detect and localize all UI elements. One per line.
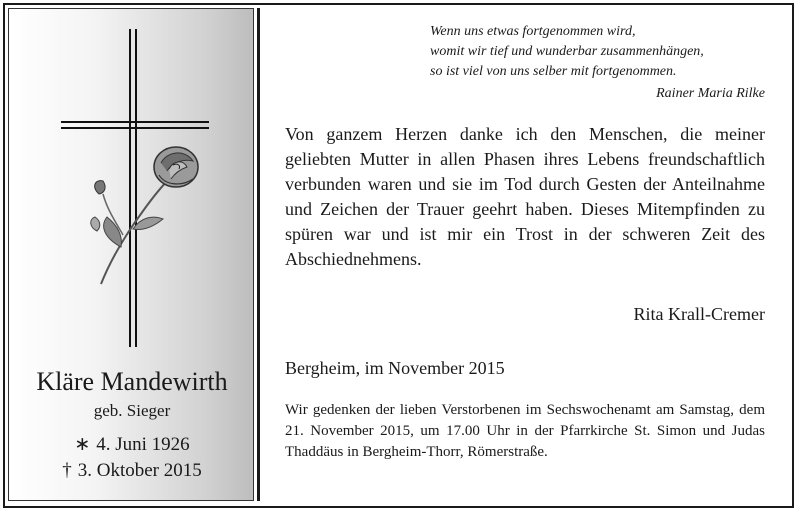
quote-author: Rainer Maria Rilke — [656, 86, 765, 101]
place-date: Bergheim, im November 2015 — [285, 358, 505, 378]
birth-date — [9, 433, 254, 456]
rose-icon — [81, 139, 211, 289]
cross-horizontal-bar — [61, 127, 209, 129]
death-date-text: 3. Oktober 2015 — [77, 460, 202, 481]
thanks-text: Von ganzem Herzen danke ich den Menschen, die meiner geliebten Mutter in allen Phasen ihres Lebens freundschaftlich verbunden waren und sie im Tod durch Gesten der Anteilnahme und Zeichen der Trauer geehrt haben. Dieses Mitempfinden zu spüren war und ist mir ein Trost in der schweren Zeit des Abschiednehmens. — [285, 124, 765, 269]
quote-line: so ist viel von uns selber mit fortgenommen. — [430, 64, 677, 79]
death-date — [9, 460, 254, 482]
deceased-name: Kläre Mandewirth — [36, 367, 228, 396]
death-cross-icon: † — [62, 460, 72, 481]
column-divider — [257, 8, 260, 501]
quote-line: womit wir tief und wunderbar zusammenhängen, — [430, 44, 704, 59]
rilke-quote — [430, 22, 765, 82]
cross-horizontal-bar — [61, 121, 209, 123]
memorial-panel — [8, 8, 254, 501]
quote-line: Wenn uns etwas fortgenommen wird, — [430, 24, 636, 39]
birth-date-text: 4. Juni 1926 — [96, 434, 190, 455]
born-name: geb. Sieger — [93, 401, 171, 420]
memorial-service-notice: Wir gedenken der lieben Verstorbenen im Sechswochenamt am Samstag, dem 21. November 2015, um 17.00 Uhr in der Pfarrkirche St. Simon und Judas Thaddäus in Bergheim-Thorr, Römerstraße. — [285, 402, 765, 460]
birth-star-icon: ∗ — [74, 434, 91, 455]
signature: Rita Krall-Cremer — [633, 304, 765, 324]
